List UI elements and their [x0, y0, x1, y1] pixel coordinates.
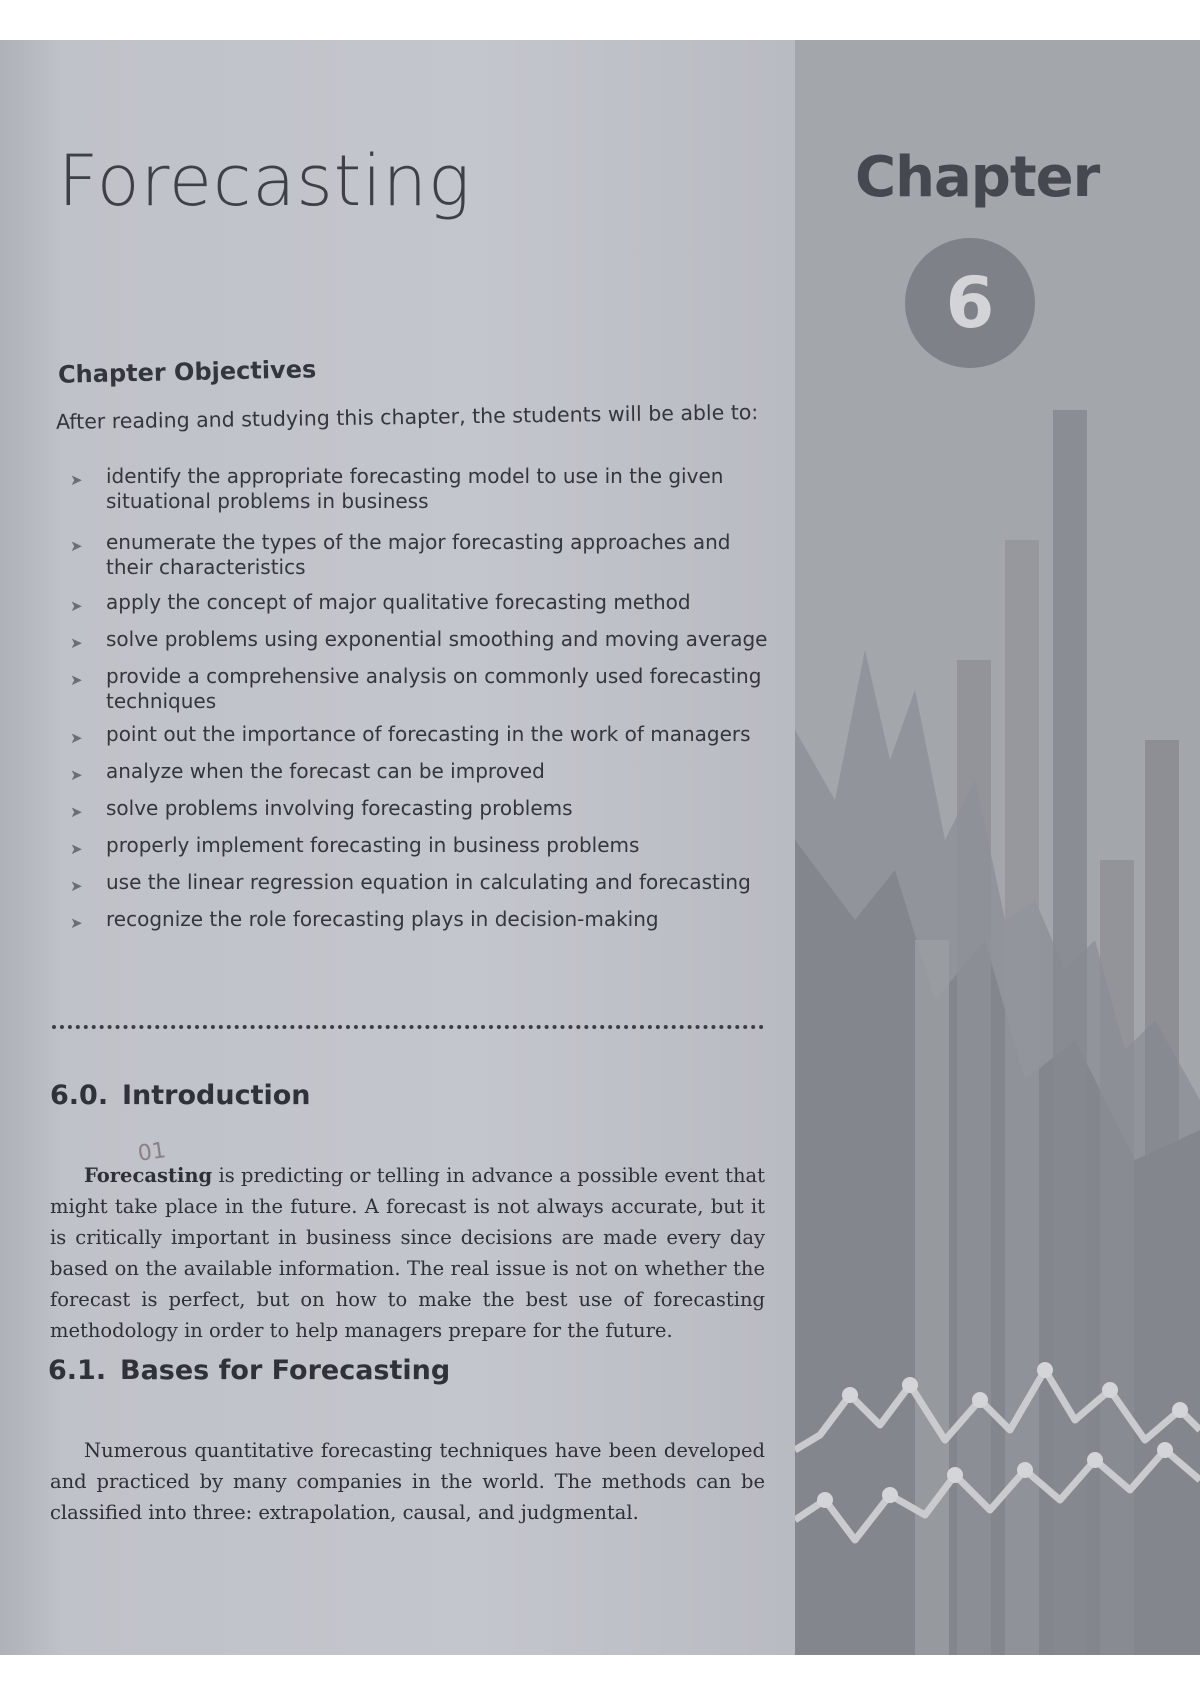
list-item: ➤ point out the importance of forecasting in the work of managers: [70, 722, 770, 747]
bar-4: [1053, 410, 1087, 1655]
introduction-paragraph: Forecasting is predicting or telling in advance a possible event that might take place in the future. A forecast is not always accurate, but it is critically important in business since decisions are made every day based on the available information. The real issue is not on whether the forecast is perfect, but on how to make the best use of forecasting methodology in order to help managers prepare for the future.: [50, 1164, 765, 1342]
chapter-number-badge: 6: [905, 238, 1035, 368]
bullet-arrow-icon: ➤: [70, 914, 83, 932]
list-item: ➤ apply the concept of major qualitative forecasting method: [70, 590, 770, 615]
bullet-arrow-icon: ➤: [70, 671, 83, 689]
list-item: ➤ properly implement forecasting in business problems: [70, 833, 770, 858]
bullet-arrow-icon: ➤: [70, 803, 83, 821]
list-item: ➤ use the linear regression equation in calculating and forecasting: [70, 870, 770, 895]
list-item: ➤ provide a comprehensive analysis on commonly used forecasting techniques: [70, 664, 762, 713]
objectives-list: [70, 458, 770, 932]
bases-paragraph: Numerous quantitative forecasting techniques have been developed and practiced by many companies in the world. The methods can be classified into three: extrapolation, causal, and judgmental.: [50, 1439, 765, 1524]
list-item: ➤ identify the appropriate forecasting model to use in the given situational problems in business: [70, 464, 724, 513]
bullet-arrow-icon: ➤: [70, 729, 83, 747]
bullet-arrow-icon: ➤: [70, 877, 83, 895]
list-item: ➤ solve problems using exponential smoothing and moving average: [70, 627, 770, 652]
list-item: ➤ enumerate the types of the major forecasting approaches and their characteristics: [70, 530, 731, 579]
bullet-arrow-icon: ➤: [70, 537, 83, 555]
bullet-arrow-icon: ➤: [70, 840, 83, 858]
handwritten-mark: 01: [136, 1138, 168, 1167]
bar-5: [1100, 860, 1134, 1655]
section-title: Introduction: [122, 1080, 311, 1111]
section-number: 6.1.: [48, 1355, 107, 1386]
section-number: 6.0.: [50, 1080, 109, 1111]
list-item: ➤ analyze when the forecast can be improved: [70, 759, 770, 784]
section-title: Bases for Forecasting: [120, 1355, 451, 1386]
section-heading-bases: [48, 1355, 450, 1386]
bar-6: [1145, 740, 1179, 1655]
bullet-arrow-icon: ➤: [70, 471, 83, 489]
bar-1: [915, 940, 949, 1655]
bullet-arrow-icon: ➤: [70, 634, 83, 652]
bullet-arrow-icon: ➤: [70, 766, 83, 784]
chapter-title: Forecasting: [58, 140, 472, 222]
objectives-heading: Chapter Objectives: [57, 355, 317, 389]
list-item: ➤ solve problems involving forecasting problems: [70, 796, 770, 821]
list-item: ➤ recognize the role forecasting plays in decision-making: [70, 907, 770, 932]
lead-term: Forecasting: [84, 1164, 213, 1187]
bullet-arrow-icon: ➤: [70, 597, 83, 615]
objectives-intro: After reading and studying this chapter, the students will be able to:: [55, 400, 759, 434]
chapter-label: Chapter: [855, 145, 1100, 210]
dotted-divider: [52, 1025, 764, 1029]
book-page: [0, 40, 1200, 1655]
section-heading-introduction: [50, 1080, 311, 1111]
